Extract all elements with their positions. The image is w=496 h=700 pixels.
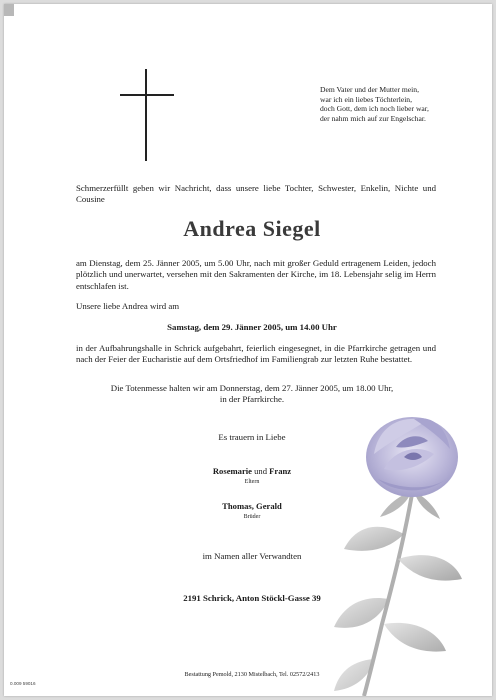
family-address: 2191 Schrick, Anton Stöckl-Gasse 39 [183,593,321,603]
mourner-brothers: Thomas, Gerald [222,501,282,511]
burial-text: in der Aufbahrungshalle in Schrick aufgebahrt, feierlich eingesegnet, in die Pfarrkirche getragen und nach der Feier der Eucharistie auf dem Ortsfriedhof im Familiengrab zur letzten Ruhe bestattet. [76,343,436,365]
obituary-sheet [4,4,492,696]
mourner-role: Brüder [243,514,261,520]
mourner-parents [4,466,492,477]
relatives-text: im Namen aller Verwandten [202,551,302,561]
funeral-home: Bestattung Pemold, 2130 Mistelbach, Tel. 02572/2413 [184,671,320,678]
mourner-role: Eltern [244,479,260,485]
mourning-text: Es trauern in Liebe [218,432,286,442]
print-code: 0.009 59016 [10,681,36,686]
poem-line: war ich ein liebes Töchterlein, [320,94,413,104]
poem [320,85,480,123]
deceased-name: Andrea Siegel [183,216,321,241]
mass-notice [4,383,492,406]
intro-text: Schmerzerfüllt geben wir Nachricht, dass unsere liebe Tochter, Schwester, Enkelin, Nichte und Cousine [76,183,436,205]
mourner-name: Rosemarie [212,466,252,476]
mass-line: in der Pfarrkirche. [219,394,285,405]
mass-line: Die Totenmesse halten wir am Donnerstag, dem 27. Jänner 2005, um 18.00 Uhr, [110,383,394,393]
farewell-intro-text: Unsere liebe Andrea wird am [76,301,180,311]
mourner-name: Franz [269,466,292,476]
poem-line: doch Gott, dem ich noch lieber war, [320,104,429,114]
cross-icon [120,69,174,161]
corner-mark [4,4,14,16]
poem-line: Dem Vater und der Mutter mein, [320,85,419,94]
rose-illustration [334,399,492,696]
mourner-joiner: und [251,466,270,476]
poem-line: der nahm mich auf zur Engelschar. [320,113,426,123]
death-notice-text: am Dienstag, dem 25. Jänner 2005, um 5.00 Uhr, nach mit großer Geduld ertragenem Leiden, jedoch plötzlich und unerwartet, versehen mit den Sakramenten der Kirche, im 18. Lebensjahr selig im Herrn entschlafen ist. [76,258,436,291]
burial-date: Samstag, dem 29. Jänner 2005, um 14.00 Uhr [167,322,337,332]
